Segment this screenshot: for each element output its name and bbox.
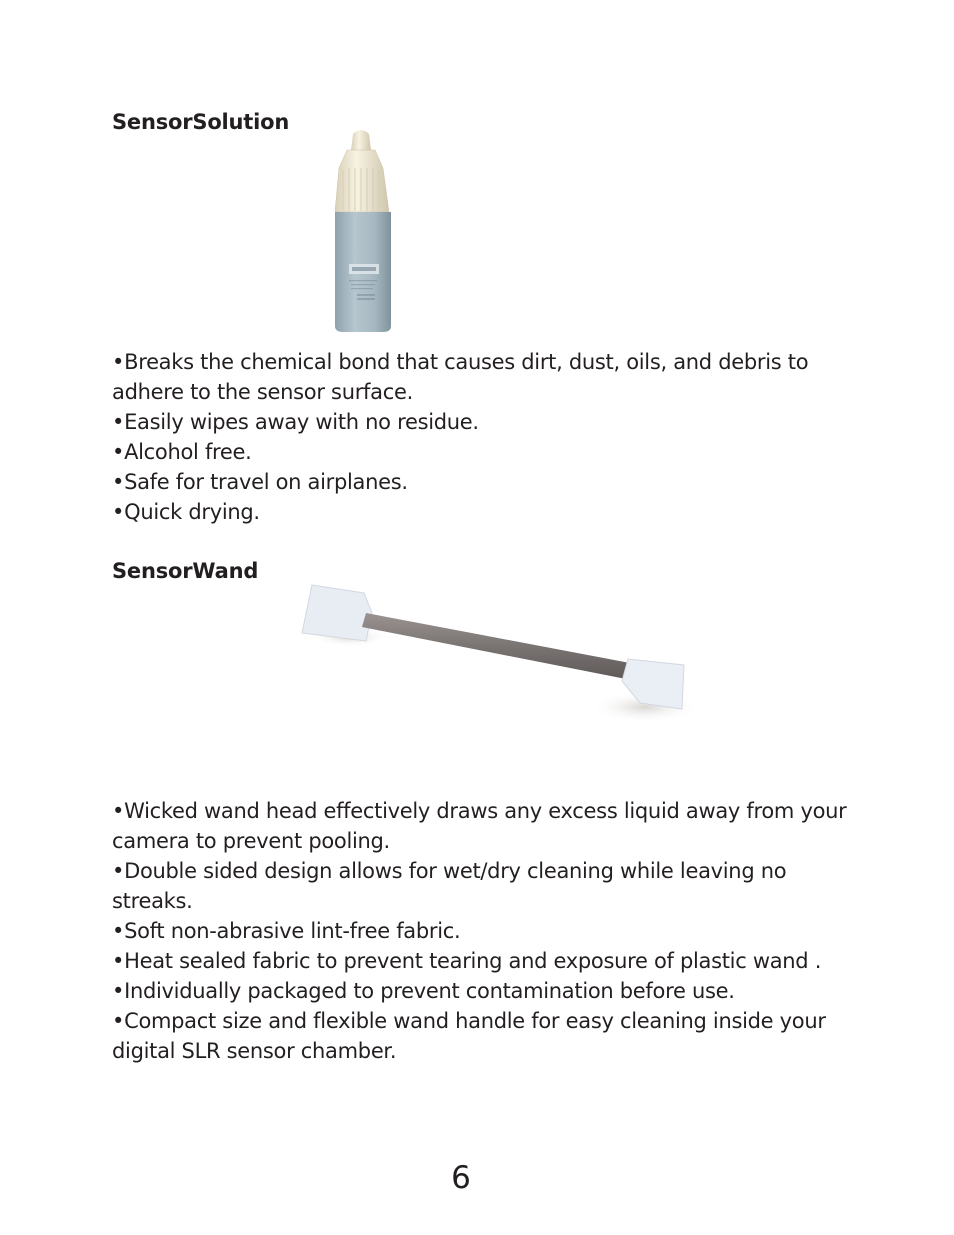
list-item: •Safe for travel on airplanes. [112, 470, 408, 494]
section-heading-sensorwand: SensorWand [112, 559, 259, 583]
list-item: •Alcohol free. [112, 440, 252, 464]
dropper-bottle-illustration [325, 130, 405, 336]
sensorwand-feature-list [112, 796, 872, 1066]
page-number: 6 [451, 1160, 471, 1196]
sensorsolution-feature-list [112, 347, 872, 527]
list-item: •Soft non-abrasive lint-free fabric. [112, 919, 461, 943]
list-item: •Easily wipes away with no residue. [112, 410, 479, 434]
list-item: •Heat sealed fabric to prevent tearing and exposure of plastic wand . [112, 949, 822, 973]
list-item: •Wicked wand head effectively draws any excess liquid away from your camera to prevent pooling. [112, 799, 847, 853]
sensor-wand-illustration [290, 575, 710, 735]
list-item: •Individually packaged to prevent contamination before use. [112, 979, 735, 1003]
list-item: •Double sided design allows for wet/dry cleaning while leaving no streaks. [112, 859, 787, 913]
list-item: •Breaks the chemical bond that causes dirt, dust, oils, and debris to adhere to the sensor surface. [112, 350, 809, 404]
section-heading-sensorsolution: SensorSolution [112, 110, 290, 134]
list-item: •Quick drying. [112, 500, 260, 524]
list-item: •Compact size and flexible wand handle for easy cleaning inside your digital SLR sensor chamber. [112, 1009, 826, 1063]
